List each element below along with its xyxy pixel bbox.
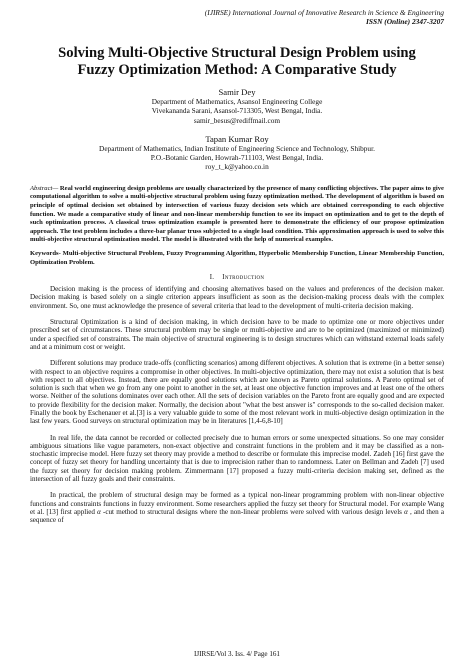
author-2 (30, 134, 444, 172)
abstract-text: Real world engineering design problems are usually characterized by the presence of many conflicting objectives. The paper aims to give computational algorithm to solve a multi-objective structural problem using fuzzy optimization method. The development of algorithm is based on principle of optimal decision set obtained by intersection of various fuzzy decision sets which are obtained corresponding to each objective function. We made a comparative study of linear and non-linear membership function to see its impact on optimization and to get to the depth of such optimization process. A classical truss optimization example is presented here to demonstrate the efficiency of our propose optimization approach. The test problem includes a three-bar planar truss subjected to a single load condition. This approximation approach is used to solve this multi-objective structural optimization model. The model is illustrated with the help of numerical examples. (30, 184, 444, 244)
title-line-1: Solving Multi-Objective Structural Design Problem using (58, 45, 416, 61)
journal-name: (IJIRSE) International Journal of Innovative Research in Science & Engineering (204, 8, 444, 17)
alpha-symbol-2: α (404, 507, 408, 516)
page-footer: IJIRSE/Vol 3. Iss. 4/ Page 161 (194, 650, 280, 658)
title-line-2: Fuzzy Optimization Method: A Comparative Study (77, 61, 397, 78)
paragraph-5-start: In practical, the problem of structural design may be formed as a typical non-linear programming problem with non-linear objective functions and constraints functions in fuzzy environment. Some researchers applied the fuzzy set theory for Structural model. For example Wang et al. [13] first applied (30, 491, 444, 516)
abstract-label: Abstract— (30, 184, 59, 192)
section-heading (30, 273, 444, 282)
paragraph-5-middle: -cut method to structural designs where the non-linear problems were solved with various design levels (100, 507, 405, 516)
author-1-name: Samir Dey (218, 87, 256, 97)
section-title: Introduction (222, 274, 265, 282)
author-2-name: Tapan Kumar Roy (205, 133, 269, 144)
author-2-address: P.O.-Botanic Garden, Howrah-711103, West Bengal, India. (150, 153, 324, 163)
keywords: Keywords- Multi-objective Structural Problem, Fuzzy Programming Algorithm, Hyperbolic Membership Function, Linear Membership Function, Optimization Problem. (30, 249, 444, 266)
paragraph-1: Decision making is the process of identifying and choosing alternatives based on the values and preferences of the decision maker. Decision making is based solely on a single criterion appears insufficient as soon as the decision-making process deals with the complex environment. So, one must acknowledge the presence of several criteria that lead to the development of multi-criteria decision making. (30, 285, 444, 310)
author-1-address: Vivekananda Sarani, Asansol-713305, West Bengal, India. (151, 106, 323, 116)
paragraph-3: Different solutions may produce trade-offs (conflicting scenarios) among different objectives. A solution that is extreme (in a better sense) with respect to an objective requires a compromise in other objectives. In multi-objective optimization, there may not exist a solution that is best with respect to all objectives. Instead, there are equally good solutions which are known as Pareto optimal solutions. A Pareto optimal set of solution is such that when we go from any one point to another in the set, at least one objective function improves and at least one of the others worse. Neither of the solutions dominates over each other. All the sets of decision variables on the Pareto front are equally good and are expected to provide flexibility for the decision maker. Normally, the decision about "what the best answer is" corresponds to the so-called decision maker. Finally the book by Eschenauer et al.[3] is a very valuable guide to some of the most relevant work in multi-objective design optimization in the last few years. Good surveys on structural optimization may be in literatures [1,4-6,8-10] (30, 359, 444, 426)
author-1-email: samir_besus@rediffmail.com (193, 115, 281, 125)
body-text (30, 285, 444, 524)
journal-header (30, 8, 444, 26)
paper-title (30, 45, 444, 78)
paragraph-2: Structural Optimization is a kind of decision making, in which decision have to be made to optimize one or more objectives under prescribed set of circumstances. These structural problem may be single or multi-objective and are to be optimized (maximized or minimized) under a specified set of constraints. The main objective of structural engineering is to design structures which can withstand external loads safely and at a minimum cost or weight. (30, 318, 444, 351)
paragraph-4: In real life, the data cannot be recorded or collected precisely due to human errors or some unexpected situations. So one may consider ambiguous situations like vague parameters, non-exact objective and constraint functions in the problem and it may be classified as a non-stochastic imprecise model. Here fuzzy set theory may provide a method to describe or formulate this imprecise model. Zadeh [16] first gave the concept of fuzzy set theory for handling uncertainty that is due to imprecision rather than to randomness. Later on Bellman and Zadeh [7] used the fuzzy set theory for decision making problem. Zimmermann [17] proposed a fuzzy multi-criteria decision making set, defined as the intersection of all fuzzy goals and their constraints. (30, 433, 444, 484)
paragraph-5-end: , and then a sequence of (30, 507, 444, 525)
section-number: I. (209, 274, 215, 282)
author-1-affiliation: Department of Mathematics, Asansol Engineering College (151, 97, 323, 106)
journal-issn: ISSN (Online) 2347-3207 (365, 17, 444, 26)
abstract (30, 185, 444, 245)
author-1 (30, 87, 444, 125)
author-2-affiliation: Department of Mathematics, Indian Institute of Engineering Science and Technology, Shibpur. (99, 143, 375, 153)
paragraph-5 (30, 491, 444, 524)
paper-page (30, 8, 444, 533)
author-2-email: roy_t_k@yahoo.co.in (205, 162, 269, 172)
alpha-symbol: α (97, 507, 101, 516)
